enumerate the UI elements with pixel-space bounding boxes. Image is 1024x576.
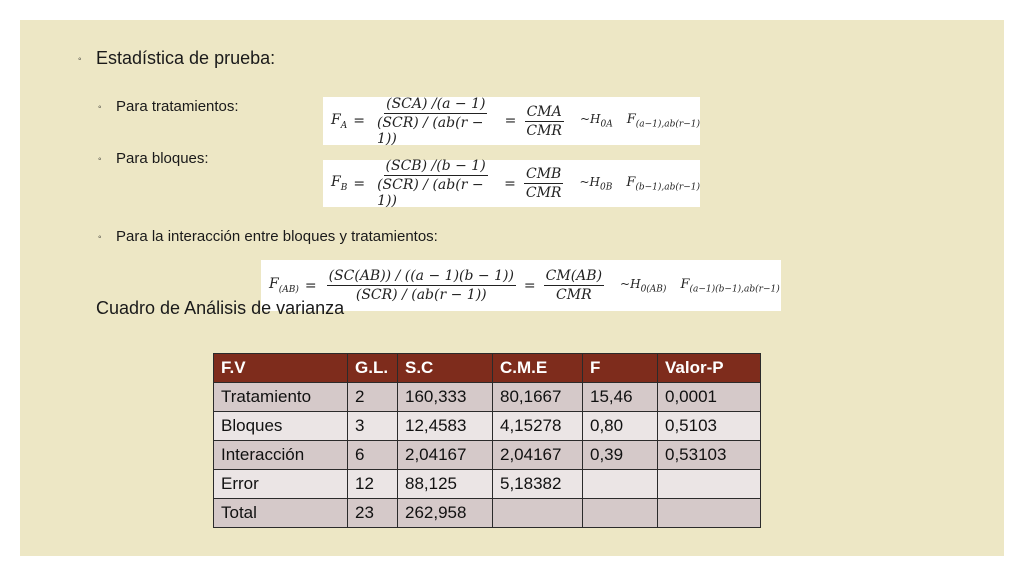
- bullet-text: Para la interacción entre bloques y tratamientos:: [116, 228, 438, 245]
- table-cell: 160,333: [398, 383, 493, 412]
- table-header-row: [214, 354, 761, 383]
- table-cell: [493, 499, 583, 528]
- table-row: [214, 412, 761, 441]
- table-cell: 4,15278: [493, 412, 583, 441]
- formula-ratio: $\frac{CM(AB)}{\text{CMR}}$: [545, 268, 603, 303]
- formula-distribution: $F_{(a-1),ab(r-1)}$: [626, 112, 700, 130]
- table-cell: Interacción: [214, 441, 348, 470]
- bullet-bloques: [98, 150, 209, 167]
- table-cell: 0,80: [583, 412, 658, 441]
- table-cell: 12: [348, 470, 398, 499]
- table-cell: 88,125: [398, 470, 493, 499]
- formula-eq: =: [353, 113, 365, 129]
- table-cell: 23: [348, 499, 398, 528]
- table-cell: Total: [214, 499, 348, 528]
- anova-table: [213, 353, 761, 528]
- table-cell: 0,0001: [658, 383, 761, 412]
- table-cell: [658, 470, 761, 499]
- table-row: [214, 499, 761, 528]
- formula-fa: [323, 97, 700, 145]
- table-cell: 2: [348, 383, 398, 412]
- table-cell: Bloques: [214, 412, 348, 441]
- table-cell: 12,4583: [398, 412, 493, 441]
- formula-distribution: $F_{(a-1)(b-1),ab(r-1)}$: [680, 276, 780, 295]
- formula-lhs: $F_B$: [331, 174, 348, 193]
- header-gl: G.L.: [348, 354, 398, 383]
- table-row: [214, 441, 761, 470]
- formula-null-hypothesis: $\sim H_{0(AB)}$: [620, 276, 667, 295]
- table-cell: [583, 470, 658, 499]
- header-sc: S.C: [398, 354, 493, 383]
- table-cell: [658, 499, 761, 528]
- header-f: F: [583, 354, 658, 383]
- table-cell: 262,958: [398, 499, 493, 528]
- bullet-text: Para tratamientos:: [116, 98, 239, 115]
- table-cell: 3: [348, 412, 398, 441]
- formula-eq: =: [504, 175, 516, 192]
- table-row: [214, 470, 761, 499]
- formula-fraction: $\frac{(SC(AB)) / ((a - 1)(b - 1))}{\text{(SCR) / (ab(r − 1))}}$: [328, 268, 514, 303]
- formula-null-hypothesis: $\sim H_{0A}$: [579, 112, 613, 130]
- table-cell: 0,5103: [658, 412, 761, 441]
- table-cell: Tratamiento: [214, 383, 348, 412]
- header-fv: F.V: [214, 354, 348, 383]
- bullet-estadistica: [78, 48, 275, 69]
- table-row: [214, 383, 761, 412]
- formula-lhs: $F_{(AB)}$: [269, 276, 299, 295]
- formula-fraction: $\frac{\text{(SCA) /(a − 1)}}{\text{(SCR) / (ab(r − 1))}}$: [376, 95, 486, 147]
- bullet-ring-icon: ◦: [98, 153, 102, 165]
- formula-ratio: $\frac{\text{CMB}}{\text{CMR}}$: [525, 166, 562, 201]
- formula-eq: =: [304, 277, 317, 294]
- formula-eq: =: [504, 113, 517, 129]
- formula-eq: =: [353, 175, 366, 192]
- formula-eq: =: [523, 277, 536, 294]
- bullet-tratamientos: [98, 98, 239, 115]
- bullet-ring-icon: ◦: [78, 53, 82, 65]
- table-cell: [583, 499, 658, 528]
- formula-lhs: $F_A$: [331, 111, 348, 131]
- formula-null-hypothesis: $\sim H_{0B}$: [579, 174, 613, 193]
- formula-fb: [323, 160, 700, 207]
- bullet-ring-icon: ◦: [98, 231, 102, 243]
- table-cell: 15,46: [583, 383, 658, 412]
- table-cell: 2,04167: [398, 441, 493, 470]
- table-cell: 2,04167: [493, 441, 583, 470]
- formula-ratio: $\frac{\text{CMA}}{\text{CMR}}$: [526, 103, 562, 139]
- table-cell: Error: [214, 470, 348, 499]
- bullet-ring-icon: ◦: [98, 101, 102, 113]
- bullet-text: Estadística de prueba:: [96, 48, 276, 68]
- table-cell: 6: [348, 441, 398, 470]
- formula-fraction: $\frac{\text{(SCB) /(b − 1)}}{\text{(SCR) / (ab(r − 1))}}$: [377, 158, 486, 209]
- anova-heading: Cuadro de Análisis de varianza: [96, 298, 345, 318]
- formula-distribution: $F_{(b-1),ab(r-1)}$: [626, 174, 700, 193]
- header-cme: C.M.E: [493, 354, 583, 383]
- table-cell: 80,1667: [493, 383, 583, 412]
- bullet-interaccion: [98, 228, 438, 245]
- table-cell: 5,18382: [493, 470, 583, 499]
- table-cell: 0,53103: [658, 441, 761, 470]
- bullet-text: Para bloques:: [116, 150, 209, 167]
- table-cell: 0,39: [583, 441, 658, 470]
- header-valor-p: Valor-P: [658, 354, 761, 383]
